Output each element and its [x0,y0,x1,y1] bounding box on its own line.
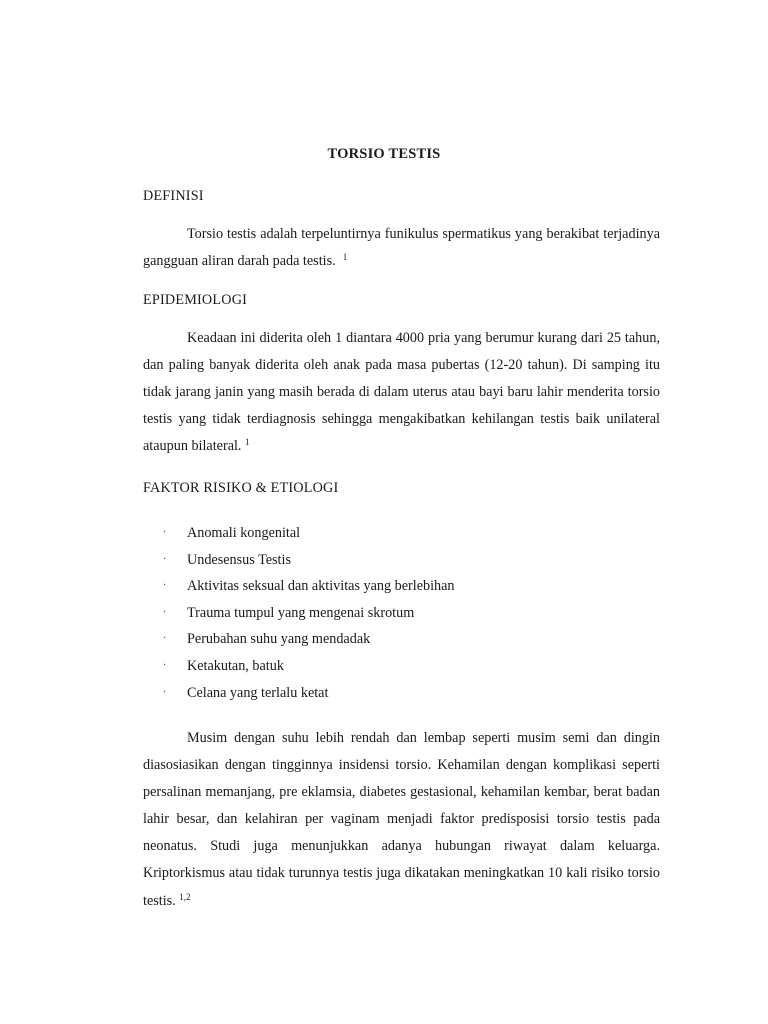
bullet-icon: · [163,659,167,671]
bullet-icon: · [163,580,167,592]
citation-ref: 1 [245,437,250,448]
list-item: · Perubahan suhu yang mendadak [143,626,455,653]
list-item: · Aktivitas seksual dan aktivitas yang berlebihan [143,573,455,600]
bullet-icon: · [163,527,167,538]
citation-ref: 1 [342,252,348,263]
list-item: · Ketakutan, batuk [143,653,455,680]
heading-faktor-risiko: FAKTOR RISIKO & ETIOLOGI [143,480,339,496]
paragraph-faktor [143,725,660,915]
heading-epidemiologi: EPIDEMIOLOGI [143,292,248,308]
heading-definisi: DEFINISI [143,188,204,204]
risk-factor-list [143,520,455,706]
document-title: TORSIO TESTIS [327,146,441,162]
paragraph-epidemiologi-text: Keadaan ini diderita oleh 1 diantara 4000 pria yang berumur kurang dari 25 tahun, dan paling banyak diderita oleh anak pada masa pubertas (12-20 tahun). Di samping itu tidak jarang janin yang masih berada di dalam uterus atau bayi baru lahir menderita torsio testis yang tidak terdiagnosis sehingga mengakibatkan kehilangan testis baik unilateral ataupun bilateral. [143,330,660,455]
paragraph-epidemiologi [143,325,660,460]
paragraph-definisi [143,221,660,275]
paragraph-definisi-text: Torsio testis adalah terpeluntirnya funikulus spermatikus yang berakibat terjadinya gangguan aliran darah pada testis. [143,226,660,270]
bullet-icon: · [163,553,167,565]
bullet-icon: · [163,606,167,618]
paragraph-faktor-text: Musim dengan suhu lebih rendah dan lembap seperti musim semi dan dingin diasosiasikan dengan tingginnya insidensi torsio. Kehamilan dengan komplikasi seperti persalinan memanjang, pre eklamsia, diabetes gestasional, kehamilan kembar, berat badan lahir besar, dan kelahiran per vaginam menjadi faktor predisposisi torsio testis pada neonatus. Studi juga menunjukkan adanya hubungan riwayat dalam keluarga. Kriptorkismus atau tidak turunnya testis juga dikatakan meningkatkan 10 kali risiko torsio testis. [143,730,660,909]
list-item: · Celana yang terlalu ketat [143,680,455,707]
list-item: · Trauma tumpul yang mengenai skrotum [143,600,455,627]
list-item: · Undesensus Testis [143,547,455,574]
citation-ref: 1,2 [179,891,191,902]
list-item: · Anomali kongenital [143,520,455,547]
bullet-icon: · [163,686,167,698]
bullet-icon: · [163,633,167,645]
